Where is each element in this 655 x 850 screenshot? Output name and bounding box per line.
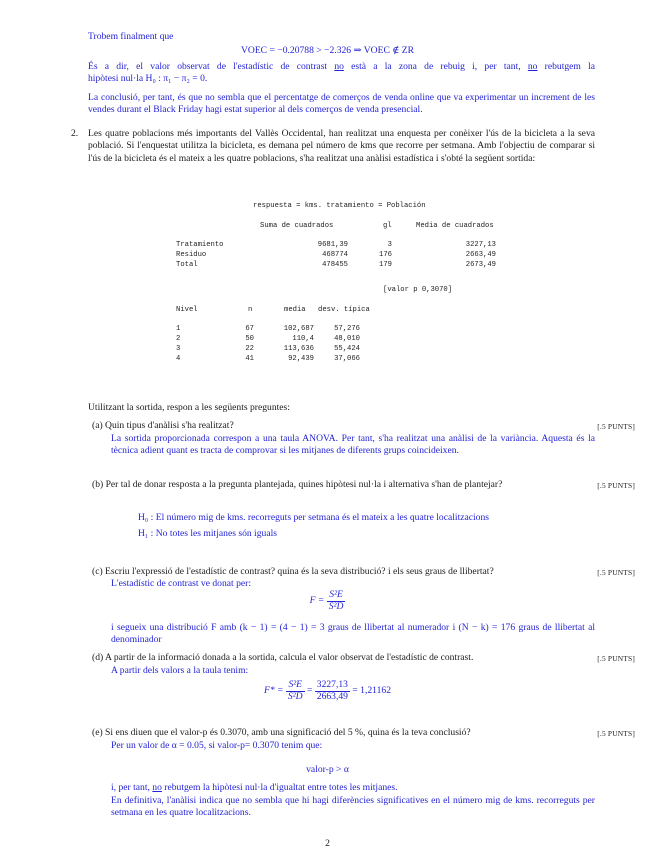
level-nivel: 1 [176, 325, 181, 333]
para1-no-1: no [334, 61, 344, 72]
level-desv: 37,066 [334, 355, 360, 363]
level-media: 102,687 [283, 325, 314, 333]
anova-row-label: Total [176, 261, 198, 269]
anova-row-media: 3227,13 [465, 241, 496, 249]
level-desv: 57,276 [334, 325, 360, 333]
level-media: 92,439 [288, 355, 314, 363]
anova-row-gl: 176 [379, 251, 392, 259]
pvalue-inequality: valor-p > α [306, 764, 349, 775]
f-fraction [327, 590, 346, 612]
f-denominator: S²D [328, 600, 344, 612]
level-nivel: 3 [176, 345, 181, 353]
equals-sign: = [306, 684, 313, 696]
anova-row-label: Residuo [176, 251, 207, 259]
answer-c-distribution: i segueix una distribució F amb (k − 1) = (4 − 1) = 3 graus de llibertat al numerador i (N − k) = 176 graus de llibertat al denominador [111, 622, 595, 646]
para1-part-b: està a la zona de rebuig i, per tant, [343, 61, 528, 72]
question-c: (c) Escriu l'expressió de l'estadístic de contrast? quina és la seva distribució? i els seus graus de llibertat? [92, 566, 494, 577]
level-nivel: 2 [176, 335, 181, 343]
anova-pvalue: [valor p 0,3070] [383, 286, 453, 294]
hypothesis-h0: H₀ : El número mig de kms. recorreguts per setmana és el mateix a les quatre localitzacions [138, 512, 489, 523]
anova-row-label: Tratamiento [176, 241, 224, 249]
answer-e-final: En definitiva, l'anàlisi indica que no sembla que hi hagi diferències significatives en el número mig de kms. recorreguts per setmana en les quatre localitzacions. [111, 795, 595, 819]
levels-header-nivel: Nivel [176, 306, 198, 314]
answer-e-part-b: rebutgem la hipòtesi nul·la d'igualtat entre totes les mitjanes. [161, 782, 398, 793]
question-2-text: Les quatre poblacions més importants del Vallès Occidental, han realitzat una enquesta per conèixer l'ús de la bicicleta a la seva població. Si l'enquestat utilitza la bicicleta, es demana pel número de kms que recorre per setmana. Amb l'objectiu de comparar si l'ús de la bicicleta és el mateix a les quatre poblacions, s'ha realitzat una anàlisi estadística i s'obté la següent sortida: [88, 128, 595, 164]
levels-header-media: media [284, 306, 306, 314]
answer-d-intro: A partir dels valors a la taula tenim: [111, 665, 249, 676]
intro-text: Trobem finalment que [88, 31, 174, 42]
level-desv: 55,424 [334, 345, 360, 353]
f-symbol: F = [309, 594, 325, 606]
anova-header: respuesta = kms. tratamiento = Población [253, 202, 426, 210]
f-observed-denominator: S²D [287, 690, 303, 702]
anova-row-media: 2663,49 [465, 251, 496, 259]
anova-row-suma: 9681,39 [317, 241, 348, 249]
para1-no-2: no [527, 61, 538, 72]
voec-formula: VOEC = −0.20788 > −2.326 ⇒ VOEC ∉ ZR [240, 45, 415, 56]
ms-treatment-value: 3227,13 [316, 679, 348, 690]
anova-row-suma: 468774 [322, 251, 348, 259]
conclusion-paragraph-1 [88, 61, 595, 86]
level-desv: 48,010 [334, 335, 360, 343]
ms-residual-value: 2663,49 [316, 690, 348, 702]
anova-row-media: 2673,49 [465, 261, 496, 269]
anova-row-gl: 3 [387, 241, 392, 249]
answer-e-intro: Per un valor de α = 0.05, si valor-p= 0.3070 tenim que: [111, 740, 323, 751]
level-media: 110,4 [292, 335, 314, 343]
question-e: (e) Si ens diuen que el valor-p és 0.3070, amb una significació del 5 %, quina és la teva conclusió? [92, 727, 471, 738]
answer-e-decision [111, 782, 595, 794]
level-media: 113,636 [283, 345, 314, 353]
f-observed-numerator: S²E [286, 680, 305, 692]
f-star-symbol: F* = [263, 684, 284, 696]
conclusion-paragraph-2: La conclusió, per tant, és que no sembla que el percentatge de comerços de venda online que va experimentar un increment de les vendes durant el Black Friday hagi estat superior al dels comerços de venda presencial. [88, 92, 595, 116]
para1-part-c: rebutgem la [537, 61, 596, 72]
answer-c-intro: L'estadístic de contrast ve donat per: [111, 578, 251, 589]
hypothesis-h1: H₁ : No totes les mitjanes són iguals [138, 528, 277, 539]
answer-a: La sortida proporcionada correspon a una taula ANOVA. Per tant, s'ha realitzat una anàlisi de la variància. Aquesta és la tècnica adient quant es tracta de comprovar si les mitjanes de diferents grups coincideixen. [111, 433, 595, 457]
f-observed-result: = 1,21162 [352, 684, 391, 696]
para1-line-2: hipòtesi nul·la H₀ : π₁ − π₂ = 0. [88, 73, 208, 85]
level-n: 22 [245, 345, 254, 353]
f-observed-formula [0, 680, 655, 702]
question-number: 2. [71, 128, 79, 139]
level-n: 50 [245, 335, 254, 343]
anova-row-suma: 478455 [322, 261, 348, 269]
anova-col-suma: Suma de cuadrados [260, 222, 334, 230]
page-number: 2 [325, 838, 330, 849]
points-c: [.5 PUNTS] [597, 568, 635, 577]
points-d: [.5 PUNTS] [597, 654, 635, 663]
question-a: (a) Quin tipus d'anàlisi s'ha realitzat? [92, 420, 234, 431]
points-b: [.5 PUNTS] [597, 481, 635, 490]
anova-row-gl: 179 [379, 261, 392, 269]
level-nivel: 4 [176, 355, 181, 363]
level-n: 67 [245, 325, 254, 333]
level-n: 41 [245, 355, 254, 363]
levels-header-n: n [248, 306, 253, 314]
instructions: Utilitzant la sortida, respon a les següents preguntes: [88, 402, 290, 413]
points-a: [.5 PUNTS] [597, 422, 635, 431]
answer-e-part-a: i, per tant, [111, 782, 153, 793]
anova-col-media: Media de cuadrados [416, 222, 494, 230]
f-statistic-formula [0, 590, 655, 612]
answer-e-no: no [152, 782, 162, 793]
question-b: (b) Per tal de donar resposta a la pregunta plantejada, quines hipòtesi nul·la i alternativa s'han de plantejar? [92, 479, 503, 490]
anova-col-gl: gl [383, 222, 392, 230]
f-observed-fraction-values [315, 680, 350, 702]
levels-header-desv: desv. típica [318, 306, 370, 314]
points-e: [.5 PUNTS] [597, 729, 635, 738]
f-numerator: S²E [327, 590, 346, 602]
question-d: (d) A partir de la informació donada a la sortida, calcula el valor observat de l'estadístic de contrast. [92, 652, 474, 663]
para1-part-a: És a dir, el valor observat de l'estadístic de contrast [88, 61, 335, 72]
f-observed-fraction-symbolic [286, 680, 305, 702]
